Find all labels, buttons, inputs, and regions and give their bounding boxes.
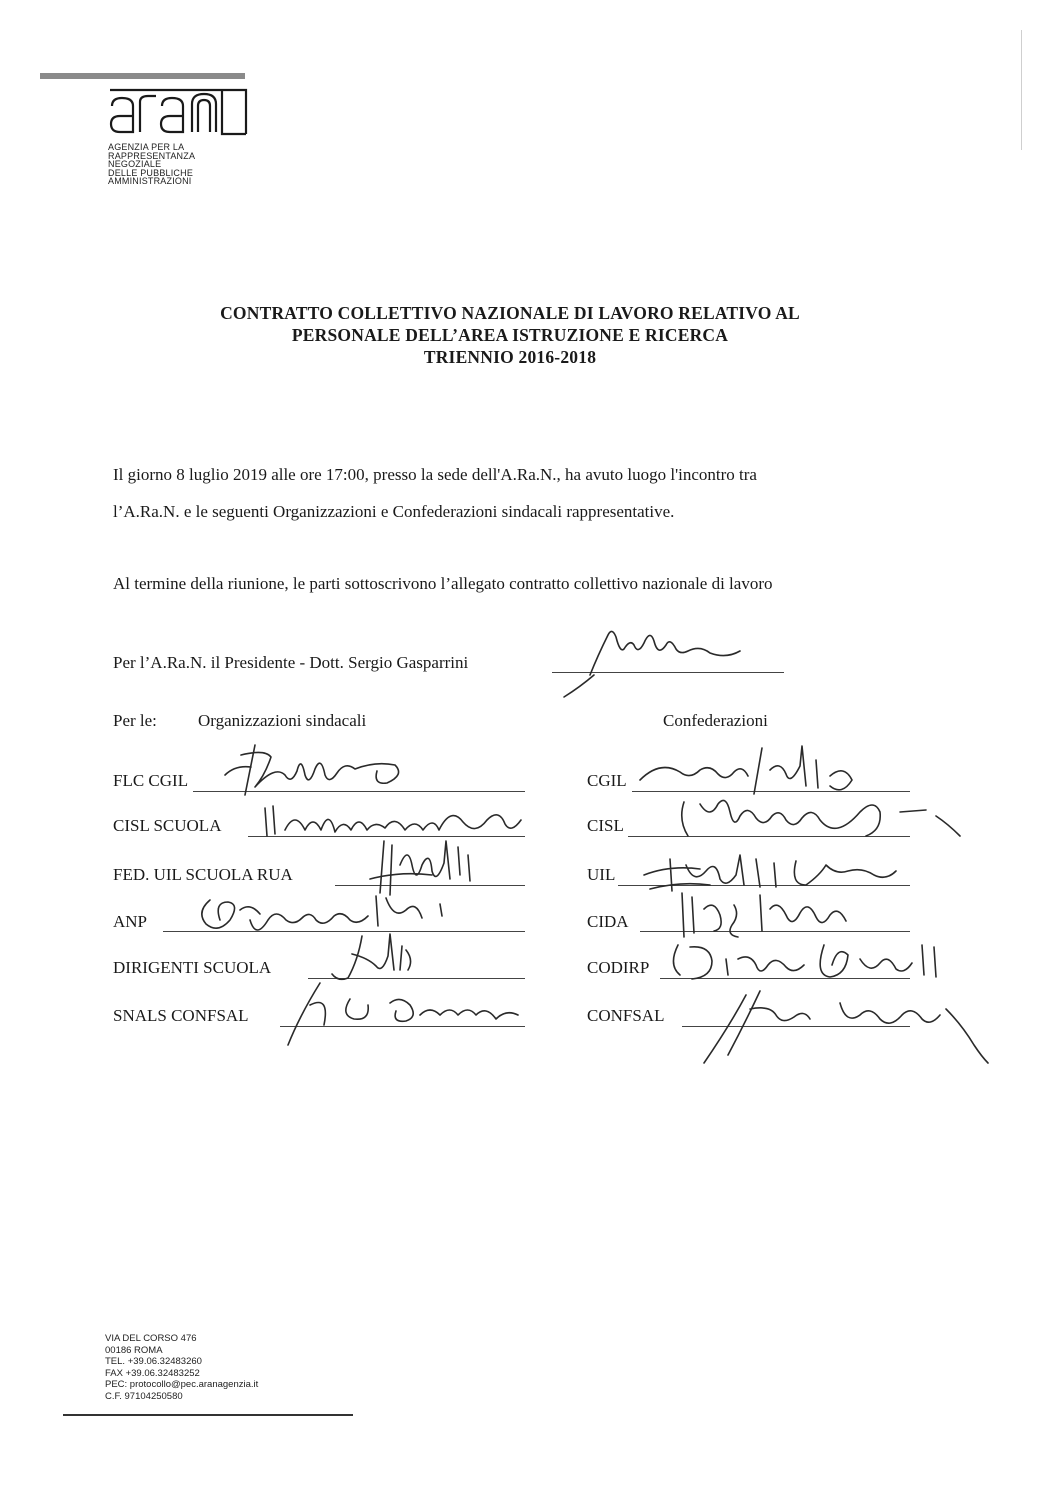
header-bar: [40, 73, 245, 79]
conf-label: CGIL: [587, 771, 627, 790]
agency-line: DELLE PUBBLICHE: [108, 167, 194, 178]
document-title-line-1: CONTRATTO COLLETTIVO NAZIONALE DI LAVORO RELATIVO AL: [220, 303, 800, 323]
org-label: CISL SCUOLA: [113, 816, 222, 835]
conf-label: CISL: [587, 816, 624, 835]
per-le-label: Per le:: [113, 711, 157, 730]
agreement-paragraph: Al termine della riunione, le parti sottoscrivono l’allegato contratto collettivo nazionale di lavoro: [113, 574, 773, 593]
org-label: FLC CGIL: [113, 771, 189, 790]
conf-label: UIL: [587, 865, 616, 884]
president-label: Per l’A.Ra.N. il Presidente - Dott. Sergio Gasparrini: [113, 653, 469, 672]
footer-line: PEC: protocollo@pec.aranagenzia.it: [105, 1379, 259, 1391]
org-label: ANP: [113, 912, 148, 931]
conf-label: CODIRP: [587, 958, 650, 977]
footer-rule: [63, 1414, 353, 1416]
document-title-line-3: TRIENNIO 2016-2018: [423, 347, 597, 367]
agency-line: AGENZIA PER LA: [108, 142, 185, 152]
president-signature: [550, 615, 790, 710]
flc-cgil-signature: [205, 735, 425, 805]
org-label: SNALS CONFSAL: [113, 1006, 249, 1025]
confederazioni-heading: Confederazioni: [663, 711, 768, 730]
org-label: DIRIGENTI SCUOLA: [113, 958, 272, 977]
footer-address: [105, 1333, 258, 1403]
org-label: FED. UIL SCUOLA RUA: [113, 865, 293, 884]
agency-line: RAPPRESENTANZA: [108, 150, 196, 161]
footer-line: FAX +39.06.32483252: [105, 1367, 200, 1379]
footer-line: 00186 ROMA: [105, 1344, 163, 1356]
confsal-signature: [690, 985, 990, 1070]
conf-label: CIDA: [587, 912, 629, 931]
aran-logo: [108, 88, 250, 138]
footer-line: C.F. 97104250580: [105, 1390, 183, 1402]
intro-paragraph-line-1: Il giorno 8 luglio 2019 alle ore 17:00, presso la sede dell'A.Ra.N., ha avuto luogo l'incontro tra: [113, 465, 757, 484]
footer-line: VIA DEL CORSO 476: [105, 1333, 197, 1344]
agency-line: NEGOZIALE: [108, 159, 162, 170]
page-edge-mark: [1021, 30, 1022, 150]
agency-name: [108, 143, 195, 186]
agency-line: AMMINISTRAZIONI: [108, 176, 192, 187]
footer-line: TEL. +39.06.32483260: [105, 1356, 202, 1368]
organizzazioni-heading: Organizzazioni sindacali: [198, 711, 367, 730]
snals-confsal-signature: [280, 975, 530, 1055]
document-title-line-2: PERSONALE DELL’AREA ISTRUZIONE E RICERCA: [291, 325, 729, 345]
intro-paragraph-line-2: l’A.Ra.N. e le seguenti Organizzazioni e Confederazioni sindacali rappresentative.: [113, 502, 675, 521]
codirp-signature: [660, 935, 960, 990]
conf-label: CONFSAL: [587, 1006, 665, 1025]
